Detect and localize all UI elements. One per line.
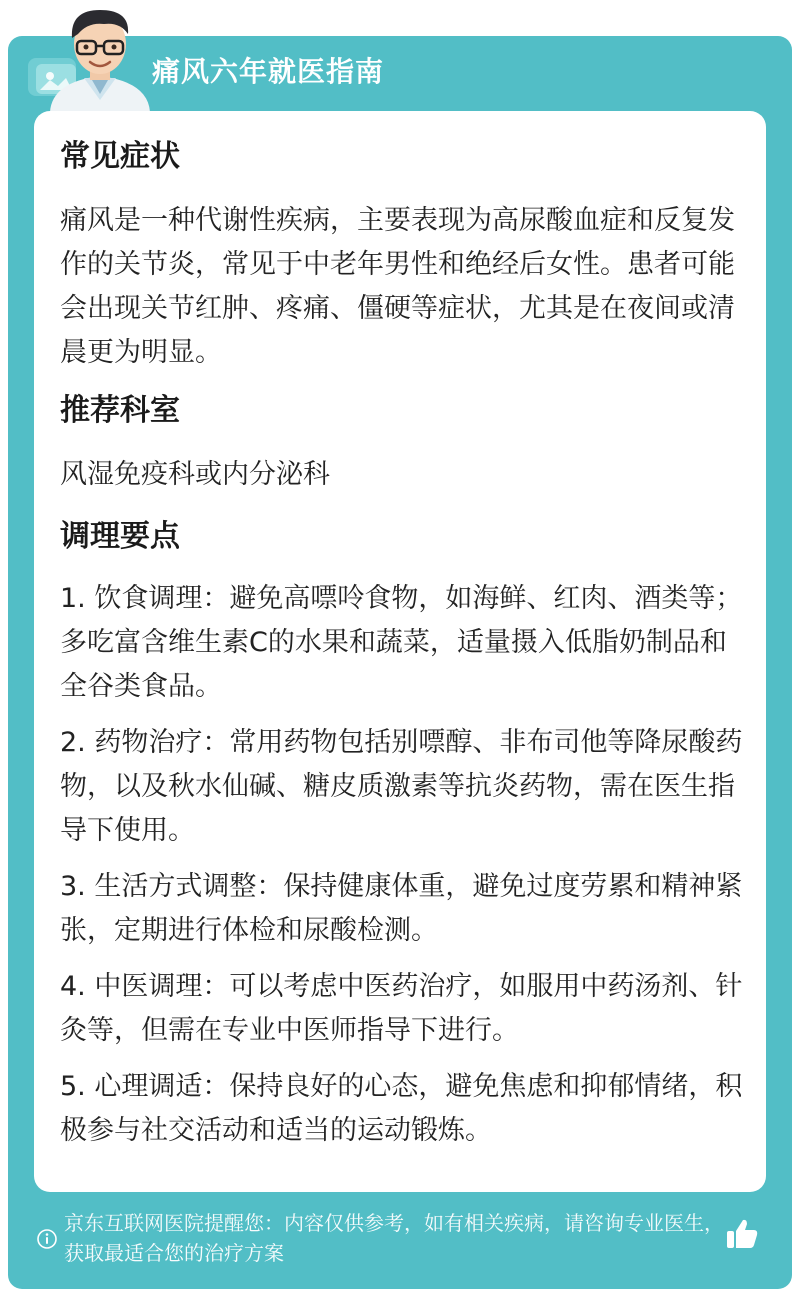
thumbs-up-icon[interactable] xyxy=(724,1216,760,1252)
care-item-lifestyle: 3. 生活方式调整：保持健康体重，避免过度劳累和精神紧张，定期进行体检和尿酸检测。 xyxy=(60,871,743,946)
care-item-psychology: 5. 心理调适：保持良好的心态，避免焦虑和抑郁情绪，积极参与社交活动和适当的运动锻炼。 xyxy=(60,1071,743,1146)
doctor-avatar xyxy=(44,4,156,112)
content-body xyxy=(60,135,750,1153)
care-item-medication: 2. 药物治疗：常用药物包括别嘌醇、非布司他等降尿酸药物，以及秋水仙碱、糖皮质激素等抗炎药物，需在医生指导下使用。 xyxy=(60,727,743,846)
department-text: 风湿免疫科或内分泌科 xyxy=(60,459,330,490)
page-title: 痛风六年就医指南 xyxy=(152,55,385,88)
info-icon xyxy=(36,1228,58,1250)
department-title: 推荐科室 xyxy=(60,393,180,428)
footer-notice: 京东互联网医院提醒您：内容仅供参考，如有相关疾病，请咨询专业医生，获取最适合您的治疗方案 xyxy=(64,1211,724,1265)
care-item-tcm: 4. 中医调理：可以考虑中医药治疗，如服用中药汤剂、针灸等，但需在专业中医师指导下进行。 xyxy=(60,971,743,1046)
care-title: 调理要点 xyxy=(60,519,180,554)
care-item-diet: 1. 饮食调理：避免高嘌呤食物，如海鲜、红肉、酒类等；多吃富含维生素C的水果和蔬菜，适量摄入低脂奶制品和全谷类食品。 xyxy=(60,583,743,702)
content-card xyxy=(34,111,766,1192)
symptoms-title: 常见症状 xyxy=(60,139,180,174)
symptoms-text: 痛风是一种代谢性疾病，主要表现为高尿酸血症和反复发作的关节炎，常见于中老年男性和绝经后女性。患者可能会出现关节红肿、疼痛、僵硬等症状，尤其是在夜间或清晨更为明显。 xyxy=(60,205,735,368)
